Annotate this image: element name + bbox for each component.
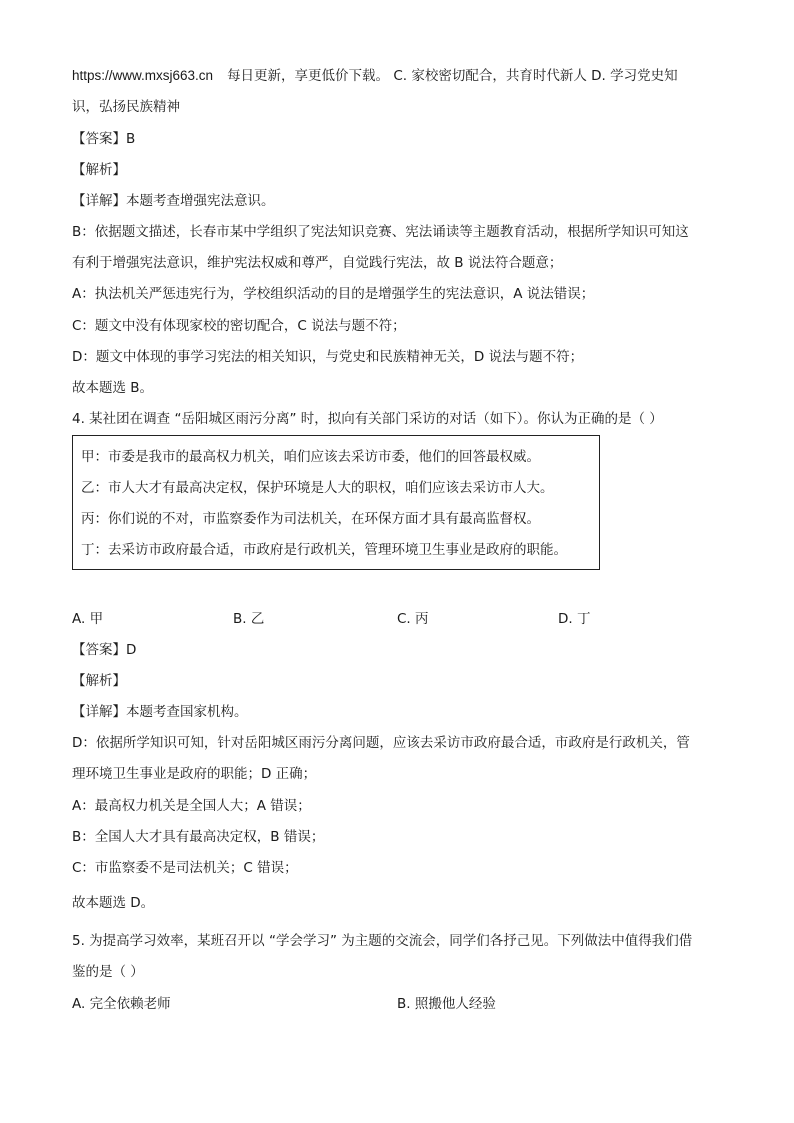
q4-explain-b: B：全国人大才具有最高决定权，B 错误； [72, 829, 325, 845]
q4-conclusion: 故本题选 D。 [72, 895, 155, 911]
q4-explain-c: C：市监察委不是司法机关；C 错误； [72, 860, 298, 876]
slogan: 每日更新，享更低价下载。 [227, 68, 390, 84]
q4-explain-d-line2: 理环境卫生事业是政府的职能；D 正确； [72, 766, 317, 782]
q3-analysis-heading: 【解析】 [72, 162, 126, 178]
header-line [72, 66, 678, 86]
q4-explain-a: A：最高权力机关是全国人大；A 错误； [72, 798, 311, 814]
q3-explain-c: C：题文中没有体现家校的密切配合，C 说法与题不符； [72, 318, 406, 334]
q3-explain-a: A：执法机关严惩违宪行为，学校组织活动的目的是增强学生的宪法意识，A 说法错误； [72, 286, 595, 302]
q4-option-d[interactable]: D. 丁 [558, 611, 591, 627]
source-url[interactable]: https://www.mxsj663.cn [72, 68, 214, 83]
q3-answer: 【答案】B [72, 131, 136, 147]
dialogue-jia: 甲：市委是我市的最高权力机关，咱们应该去采访市委，他们的回答最权威。 [81, 449, 540, 465]
q3-explain-b-line1: B：依据题文描述，长春市某中学组织了宪法知识竞赛、宪法诵读等主题教育活动，根据所学知识可知这 [72, 224, 689, 240]
dialogue-ding: 丁：去采访市政府最合适，市政府是行政机关，管理环境卫生事业是政府的职能。 [81, 542, 567, 558]
q4-stem: 4. 某社团在调查 “岳阳城区雨污分离” 时，拟向有关部门采访的对话（如下）。你认为正确的是（ ） [72, 411, 663, 427]
q3-explain-d: D：题文中体现的事学习宪法的相关知识，与党史和民族精神无关，D 说法与题不符； [72, 349, 584, 365]
q3-explain-b-line2: 有利于增强宪法意识，维护宪法权威和尊严，自觉践行宪法，故 B 说法符合题意； [72, 255, 563, 271]
q3-detail: 【详解】本题考查增强宪法意识。 [72, 193, 275, 209]
q5-option-b[interactable]: B. 照搬他人经验 [397, 996, 496, 1012]
q4-analysis-heading: 【解析】 [72, 673, 126, 689]
q4-option-c[interactable]: C. 丙 [397, 611, 429, 627]
q4-answer: 【答案】D [72, 642, 137, 658]
q3-option-d-continued: 识，弘扬民族精神 [72, 99, 180, 115]
dialogue-bing: 丙：你们说的不对，市监察委作为司法机关，在环保方面才具有最高监督权。 [81, 511, 540, 527]
q4-option-a[interactable]: A. 甲 [72, 611, 104, 627]
dialogue-yi: 乙：市人大才有最高决定权，保护环境是人大的职权，咱们应该去采访市人大。 [81, 480, 554, 496]
q4-explain-d-line1: D：依据所学知识可知，针对岳阳城区雨污分离问题，应该去采访市政府最合适，市政府是行政机关，管 [72, 735, 690, 751]
q5-stem-line1: 5. 为提高学习效率，某班召开以 “学会学习” 为主题的交流会，同学们各抒己见。下列做法中值得我们借 [72, 933, 693, 949]
q4-detail: 【详解】本题考查国家机构。 [72, 704, 248, 720]
q3-conclusion: 故本题选 B。 [72, 380, 154, 396]
q4-option-b[interactable]: B. 乙 [233, 611, 265, 627]
q4-dialogue-box [72, 435, 600, 570]
q3-options-tail: C. 家校密切配合，共育时代新人 D. 学习党史知 [393, 68, 678, 84]
q5-stem-line2: 鉴的是（ ） [72, 964, 144, 980]
q5-option-a[interactable]: A. 完全依赖老师 [72, 996, 171, 1012]
